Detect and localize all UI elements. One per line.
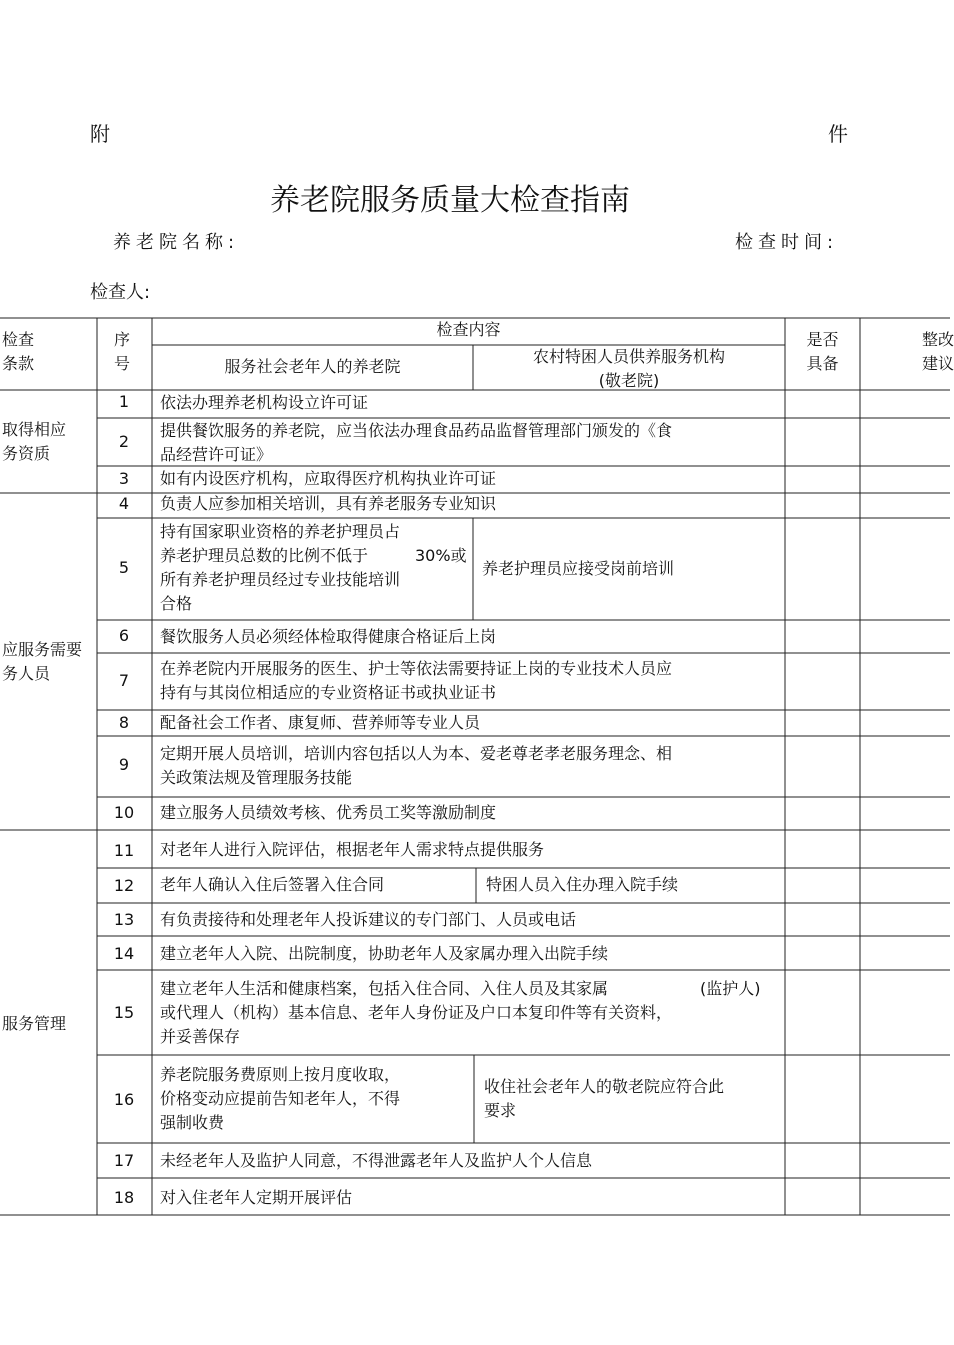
- row-9-content-line1: 定期开展人员培训，培训内容包括以人为本、爱老尊老孝老服务理念、相: [160, 744, 673, 763]
- row-seq: 18: [113, 1188, 135, 1207]
- header-clause-line2: 条款: [2, 354, 35, 373]
- category-qualification-line1: 取得相应: [2, 420, 67, 439]
- row-6-content: 餐饮服务人员必须经体检取得健康合格证后上岗: [160, 627, 497, 646]
- header-advice-line2: 建议: [922, 354, 954, 373]
- row-seq: 16: [113, 1090, 135, 1109]
- row-15-content-guardian: (监护人): [700, 979, 761, 998]
- row-5-content-line2: 养老护理员总数的比例不低于: [160, 546, 369, 565]
- category-service-management: 服务管理: [2, 1014, 67, 1033]
- header-seq-line2: 号: [114, 354, 131, 373]
- row-7-content-line2: 持有与其岗位相适应的专业资格证书或执业证书: [160, 683, 497, 702]
- row-15-content-line1: 建立老年人生活和健康档案，包括入住合同、入住人员及其家属: [160, 979, 609, 998]
- category-staff-line1: 应服务需要: [2, 640, 83, 659]
- row-5-rural-content: 养老护理员应接受岗前培训: [482, 559, 675, 578]
- row-seq: 7: [118, 671, 130, 690]
- row-13-content: 有负责接待和处理老年人投诉建议的专门部门、人员或电话: [160, 910, 577, 929]
- header-has-line1: 是否: [806, 330, 839, 349]
- row-2-content-line1: 提供餐饮服务的养老院，应当依法办理食品药品监督管理部门颁发的《食: [160, 421, 673, 440]
- row-10-content: 建立服务人员绩效考核、优秀员工奖等激励制度: [160, 803, 497, 822]
- header-rural-line1: 农村特困人员供养服务机构: [532, 347, 725, 366]
- row-seq: 8: [118, 713, 130, 732]
- row-17-content: 未经老年人及监护人同意，不得泄露老年人及监护人个人信息: [160, 1151, 593, 1170]
- row-seq: 3: [118, 469, 130, 488]
- row-9-content-line2: 关政策法规及管理服务技能: [160, 768, 353, 787]
- row-16-content-line1: 养老院服务费原则上按月度收取，: [160, 1065, 401, 1084]
- row-12-rural-content: 特困人员入住办理入院手续: [486, 875, 679, 894]
- category-qualification-line2: 务资质: [2, 444, 51, 463]
- row-4-content: 负责人应参加相关培训，具有养老服务专业知识: [160, 494, 497, 513]
- header-rural-line2: (敬老院): [598, 371, 660, 390]
- attachment-label-right: 件: [828, 122, 848, 146]
- row-15-content-line3: 并妥善保存: [160, 1027, 241, 1046]
- category-staff-line2: 务人员: [2, 664, 51, 683]
- row-16-rural-content-line1: 收住社会老年人的敬老院应符合此: [484, 1077, 725, 1096]
- row-16-content-line3: 强制收费: [160, 1113, 225, 1132]
- inspector-label: 检查人:: [90, 282, 151, 303]
- row-seq: 6: [118, 626, 130, 645]
- row-seq: 9: [118, 755, 130, 774]
- row-14-content: 建立老年人入院、出院制度，协助老年人及家属办理入出院手续: [160, 944, 609, 963]
- row-11-content: 对老年人进行入院评估，根据老年人需求特点提供服务: [160, 840, 545, 859]
- row-5-content-line4: 合格: [160, 594, 193, 613]
- row-seq: 2: [118, 432, 130, 451]
- row-seq: 15: [113, 1003, 135, 1022]
- row-5-content-line3: 所有养老护理员经过专业技能培训: [160, 570, 401, 589]
- row-seq: 17: [113, 1151, 135, 1170]
- row-5-content-line1: 持有国家职业资格的养老护理员占: [160, 522, 401, 541]
- row-1-content: 依法办理养老机构设立许可证: [160, 393, 369, 412]
- row-seq: 5: [118, 558, 130, 577]
- header-content: 检查内容: [436, 320, 501, 339]
- row-seq: 13: [113, 910, 135, 929]
- nursing-home-name-label: 养老院名称:: [113, 232, 240, 253]
- header-clause-line1: 检查: [2, 330, 35, 349]
- header-seq-line1: 序: [114, 330, 131, 349]
- row-18-content: 对入住老年人定期开展评估: [160, 1188, 353, 1207]
- row-seq: 11: [113, 841, 135, 860]
- row-3-content: 如有内设医疗机构，应取得医疗机构执业许可证: [160, 469, 497, 488]
- row-15-content-line2: 或代理人（机构）基本信息、老年人身份证及户口本复印件等有关资料，: [160, 1003, 673, 1022]
- row-seq: 14: [113, 944, 135, 963]
- row-8-content: 配备社会工作者、康复师、营养师等专业人员: [160, 713, 481, 732]
- row-12-content: 老年人确认入住后签署入住合同: [160, 875, 385, 894]
- inspection-time-label: 检查时间:: [735, 232, 839, 253]
- row-5-content-line2-ratio: 30%或: [415, 546, 467, 565]
- header-has-line2: 具备: [806, 354, 839, 373]
- header-social-homes: 服务社会老年人的养老院: [224, 357, 401, 376]
- header-advice-line1: 整改: [922, 330, 954, 349]
- row-16-content-line2: 价格变动应提前告知老年人，不得: [160, 1089, 401, 1108]
- row-16-rural-content-line2: 要求: [484, 1101, 517, 1120]
- row-seq: 4: [118, 494, 130, 513]
- row-seq: 12: [113, 876, 135, 895]
- page-title: 养老院服务质量大检查指南: [270, 183, 630, 218]
- row-7-content-line1: 在养老院内开展服务的医生、护士等依法需要持证上岗的专业技术人员应: [160, 659, 673, 678]
- attachment-label-left: 附: [90, 122, 110, 146]
- row-seq: 10: [113, 803, 135, 822]
- row-seq: 1: [118, 392, 130, 411]
- row-2-content-line2: 品经营许可证》: [160, 445, 273, 464]
